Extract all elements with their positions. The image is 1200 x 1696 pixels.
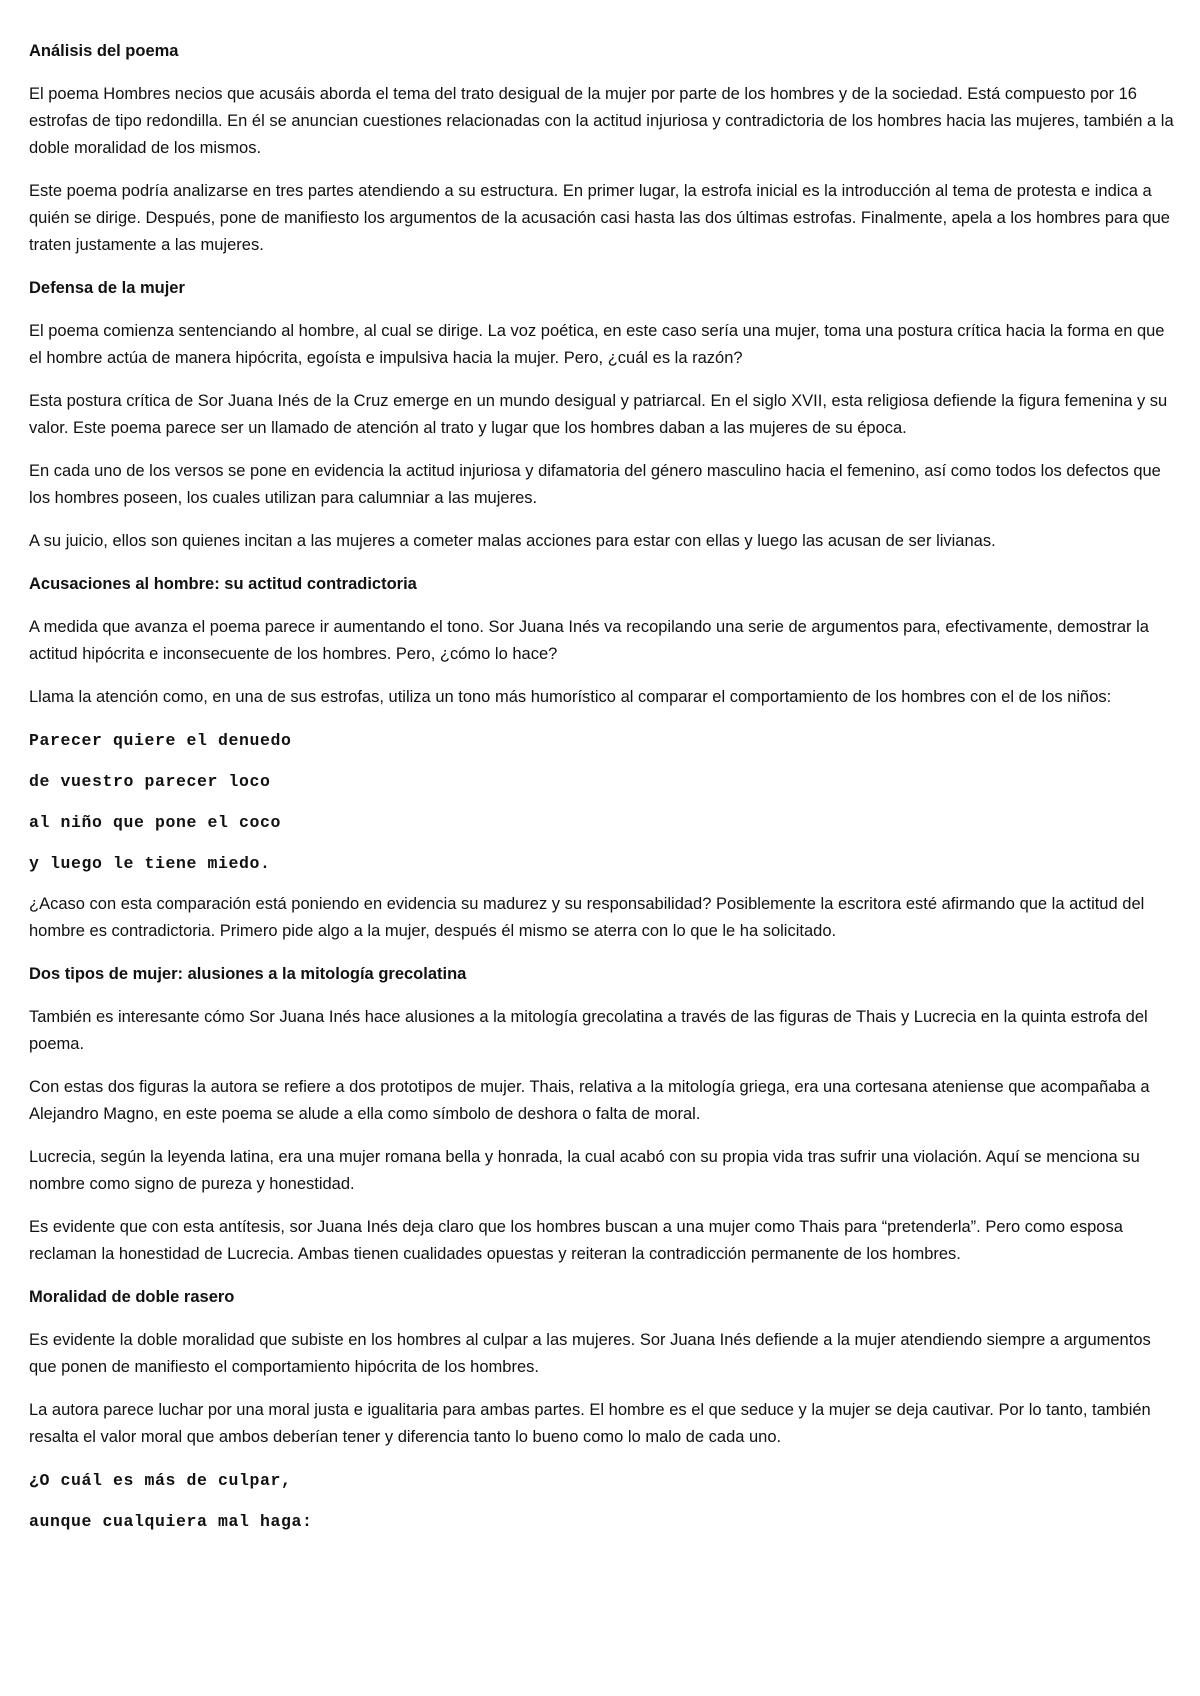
paragraph: Este poema podría analizarse en tres partes atendiendo a su estructura. En primer lugar, la estrofa inicial es la introducción al tema de protesta e indica a quién se dirige. Después, pone de manifiesto los argumentos de la acusación casi hasta las dos últimas estrofas. Finalmente, apela a los hombres para que traten justamente a las mujeres.: [29, 182, 1170, 254]
verse-line: y luego le tiene miedo.: [29, 854, 271, 873]
section-heading: Dos tipos de mujer: alusiones a la mitología grecolatina: [29, 965, 467, 983]
paragraph: Esta postura crítica de Sor Juana Inés de la Cruz emerge en un mundo desigual y patriarcal. En el siglo XVII, esta religiosa defiende la figura femenina y su valor. Este poema parece ser un llamado de atención al trato y lugar que los hombres daban a las mujeres de su época.: [29, 392, 1168, 437]
paragraph: A su juicio, ellos son quienes incitan a las mujeres a cometer malas acciones para estar con ellas y luego las acusan de ser livianas.: [29, 532, 996, 550]
paragraph: Con estas dos figuras la autora se refiere a dos prototipos de mujer. Thais, relativa a la mitología griega, era una cortesana ateniense que acompañaba a Alejandro Magno, en este poema se alude a ella como símbolo de deshora o falta de moral.: [29, 1078, 1150, 1123]
paragraph: ¿Acaso con esta comparación está poniendo en evidencia su madurez y su responsabilidad? Posiblemente la escritora esté afirmando que la actitud del hombre es contradictoria. Primero pide algo a la mujer, después él mismo se aterra con lo que le ha solicitado.: [29, 895, 1145, 940]
paragraph: La autora parece luchar por una moral justa e igualitaria para ambas partes. El hombre es el que seduce y la mujer se deja cautivar. Por lo tanto, también resalta el valor moral que ambos deberían tener y diferencia tanto lo bueno como lo malo de cada uno.: [29, 1401, 1151, 1446]
section-heading: Moralidad de doble rasero: [29, 1288, 235, 1306]
section-heading: Acusaciones al hombre: su actitud contradictoria: [29, 575, 417, 593]
verse-line: ¿O cuál es más de culpar,: [29, 1471, 292, 1490]
paragraph: El poema Hombres necios que acusáis aborda el tema del trato desigual de la mujer por parte de los hombres y de la sociedad. Está compuesto por 16 estrofas de tipo redondilla. En él se anuncian cuestiones relacionadas con la actitud injuriosa y contradictoria de los hombres hacia las mujeres, también a la doble moralidad de los mismos.: [29, 85, 1174, 157]
paragraph: También es interesante cómo Sor Juana Inés hace alusiones a la mitología grecolatina a través de las figuras de Thais y Lucrecia en la quinta estrofa del poema.: [29, 1008, 1148, 1053]
paragraph: Llama la atención como, en una de sus estrofas, utiliza un tono más humorístico al comparar el comportamiento de los hombres con el de los niños:: [29, 688, 1112, 706]
paragraph: El poema comienza sentenciando al hombre, al cual se dirige. La voz poética, en este caso sería una mujer, toma una postura crítica hacia la forma en que el hombre actúa de manera hipócrita, egoísta e impulsiva hacia la mujer. Pero, ¿cuál es la razón?: [29, 322, 1165, 367]
section-heading: Análisis del poema: [29, 42, 179, 60]
paragraph: En cada uno de los versos se pone en evidencia la actitud injuriosa y difamatoria del género masculino hacia el femenino, así como todos los defectos que los hombres poseen, los cuales utilizan para calumniar a las mujeres.: [29, 462, 1161, 507]
verse-line: al niño que pone el coco: [29, 813, 282, 832]
paragraph: A medida que avanza el poema parece ir aumentando el tono. Sor Juana Inés va recopilando una serie de argumentos para, efectivamente, demostrar la actitud hipócrita e inconsecuente de los hombres. Pero, ¿cómo lo hace?: [29, 618, 1149, 663]
document-page: [29, 38, 1181, 1549]
section-heading: Defensa de la mujer: [29, 279, 185, 297]
paragraph: Es evidente que con esta antítesis, sor Juana Inés deja claro que los hombres buscan a una mujer como Thais para “pretenderla”. Pero como esposa reclaman la honestidad de Lucrecia. Ambas tienen cualidades opuestas y reiteran la contradicción permanente de los hombres.: [29, 1218, 1123, 1263]
verse-line: de vuestro parecer loco: [29, 772, 271, 791]
verse-line: Parecer quiere el denuedo: [29, 731, 292, 750]
paragraph: Lucrecia, según la leyenda latina, era una mujer romana bella y honrada, la cual acabó con su propia vida tras sufrir una violación. Aquí se menciona su nombre como signo de pureza y honestidad.: [29, 1148, 1140, 1193]
verse-line: aunque cualquiera mal haga:: [29, 1512, 313, 1531]
paragraph: Es evidente la doble moralidad que subiste en los hombres al culpar a las mujeres. Sor Juana Inés defiende a la mujer atendiendo siempre a argumentos que ponen de manifiesto el comportamiento hipócrita de los hombres.: [29, 1331, 1151, 1376]
